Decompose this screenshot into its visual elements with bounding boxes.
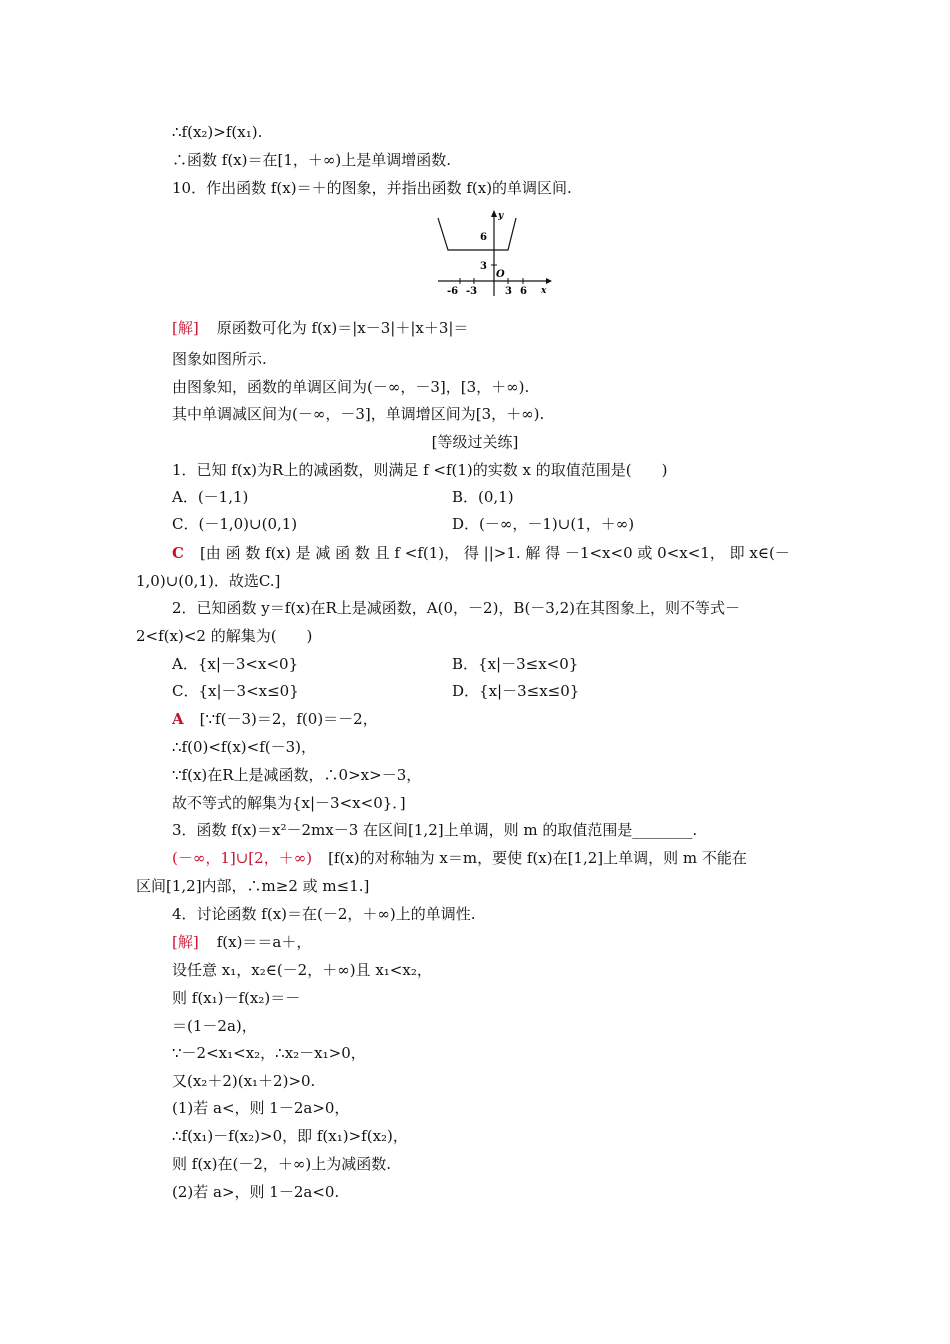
question-10: 10．作出函数 f(x)＝＋的图象，并指出函数 f(x)的单调区间. [172, 179, 572, 197]
text-line: 设任意 x₁，x₂∈(－2，＋∞)且 x₁<x₂， [172, 961, 432, 979]
function-graph [430, 206, 560, 298]
answer-tag: (－∞，1]∪[2，＋∞) [172, 849, 313, 867]
x-tick-label: -6 [447, 286, 459, 297]
text-line: ∴f(0)<f(x)<f(－3)， [172, 738, 316, 756]
answer-2: A [∵f(－3)＝2，f(0)＝－2， [172, 710, 378, 728]
option-a: A．(－1,1) [172, 488, 249, 506]
x-tick-label: -3 [466, 286, 478, 297]
option-c: C．(－1,0)∪(0,1) [172, 515, 298, 533]
text-line: ∵－2<x₁<x₂，∴x₂－x₁>0， [172, 1044, 366, 1062]
answer-tag: C [172, 544, 184, 562]
graph-curve [438, 218, 516, 250]
text-line: 其中单调减区间为(－∞，－3]，单调增区间为[3，＋∞). [172, 405, 545, 423]
question-2: 2．已知函数 y＝f(x)在R上是减函数，A(0，－2)，B(－3,2)在其图象上，则不等式－ [172, 599, 741, 617]
answer-3: (－∞，1]∪[2，＋∞) [f(x)的对称轴为 x＝m，要使 f(x)在[1,2]上单调，则 m 不能在 [172, 849, 747, 867]
question-4: 4．讨论函数 f(x)＝在(－2，＋∞)上的单调性. [172, 905, 476, 923]
solution-line: [解] 原函数可化为 f(x)＝|x－3|＋|x＋3|＝ [172, 319, 469, 337]
x-tick-label: 3 [505, 286, 512, 297]
text-line: ∴f(x₂)>f(x₁). [172, 123, 263, 141]
solution-line: [解] f(x)＝＝a＋， [172, 933, 312, 951]
y-tick-label: 6 [480, 232, 487, 243]
x-axis-label: x [541, 286, 547, 296]
answer-1: C [由 函 数 f(x) 是 减 函 数 且 f <f(1)， 得 ||>1. 解 得 －1<x<0 或 0<x<1， 即 x∈(－ [172, 544, 790, 562]
option-c: C．{x|－3<x≤0} [172, 682, 299, 700]
option-a: A．{x|－3<x<0} [172, 655, 299, 673]
option-d: D．{x|－3≤x≤0} [452, 682, 580, 700]
solution-tag: [解] [172, 933, 199, 951]
text-line: 区间[1,2]内部，∴m≥2 或 m≤1.] [136, 877, 370, 895]
solution-tag: [解] [172, 319, 199, 337]
text-line: ＝(1－2a)， [172, 1017, 257, 1035]
option-b: B．(0,1) [452, 488, 514, 506]
answer-tag: A [172, 710, 184, 728]
origin-label: O [496, 269, 505, 280]
text-line: (2)若 a>，则 1－2a<0. [172, 1183, 340, 1201]
y-axis-arrow-icon [491, 210, 497, 217]
x-tick-label: 6 [520, 286, 527, 297]
text-line: 则 f(x₁)－f(x₂)＝－ [172, 989, 301, 1007]
y-axis-label: y [498, 211, 504, 221]
option-b: B．{x|－3≤x<0} [452, 655, 579, 673]
text-line: 由图象知，函数的单调区间为(－∞，－3]，[3，＋∞). [172, 378, 530, 396]
text-line: 2<f(x)<2 的解集为( ) [136, 627, 313, 645]
question-3: 3．函数 f(x)＝x²－2mx－3 在区间[1,2]上单调，则 m 的取值范围是________. [172, 821, 698, 839]
text-line: (1)若 a<，则 1－2a>0， [172, 1099, 350, 1117]
y-tick-label: 3 [480, 261, 487, 272]
text-line: 1,0)∪(0,1)．故选C.] [136, 572, 281, 590]
x-axis-arrow-icon [546, 278, 552, 284]
question-1: 1．已知 f(x)为R上的减函数，则满足 f <f(1)的实数 x 的取值范围是( ) [172, 461, 668, 479]
text-line: ∴f(x₁)－f(x₂)>0，即 f(x₁)>f(x₂)， [172, 1127, 408, 1145]
text-line: 故不等式的解集为{x|－3<x<0}．] [172, 794, 406, 812]
text-line: ∵f(x)在R上是减函数，∴0>x>－3， [172, 766, 422, 784]
option-d: D．(－∞，－1)∪(1，＋∞) [452, 515, 635, 533]
text-line: 又(x₂＋2)(x₁＋2)>0. [172, 1072, 316, 1090]
text-line: 图象如图所示. [172, 350, 267, 368]
section-heading: [等级过关练] [431, 433, 519, 451]
text-line: 则 f(x)在(－2，＋∞)上为减函数. [172, 1155, 391, 1173]
text-line: ∴函数 f(x)＝在[1，＋∞)上是单调增函数. [172, 151, 451, 169]
